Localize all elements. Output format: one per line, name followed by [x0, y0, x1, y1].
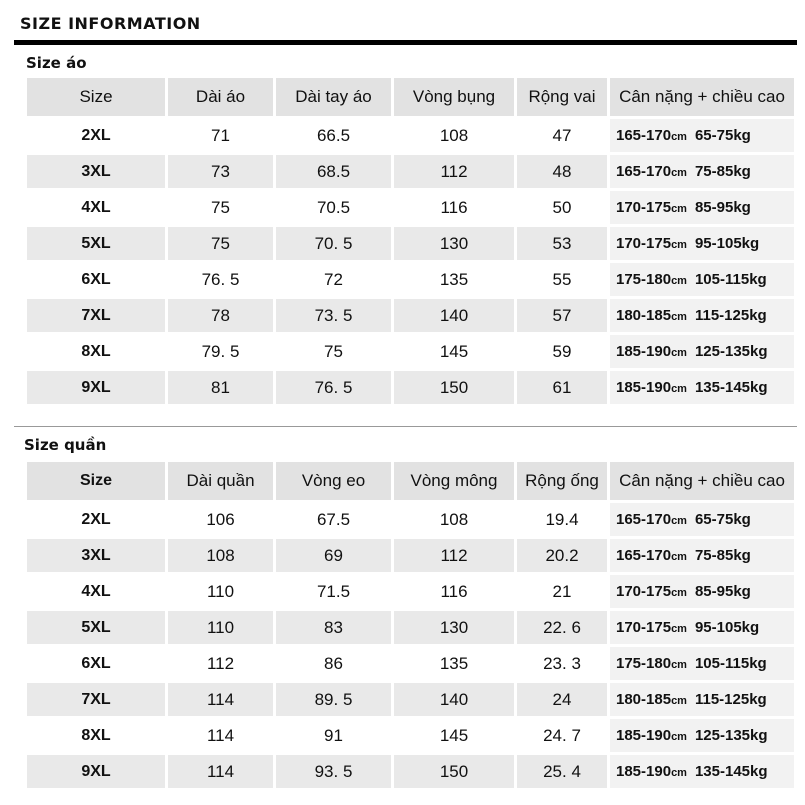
table-header-row: [27, 78, 794, 116]
table-row: [27, 191, 794, 224]
cell-recommendation: [610, 263, 794, 296]
cell-leg: 22. 6: [517, 611, 607, 644]
height-range: 170-175: [616, 583, 672, 600]
cell-length: 110: [168, 611, 273, 644]
cell-size: 2XL: [27, 119, 165, 152]
height-range: 185-190: [616, 379, 672, 396]
cell-recommendation: [610, 119, 794, 152]
cell-hip: 135: [394, 647, 514, 680]
cell-leg: 23. 3: [517, 647, 607, 680]
cell-sleeve: 75: [276, 335, 391, 368]
cell-size: 7XL: [27, 299, 165, 332]
column-header-size: Size: [27, 462, 165, 500]
column-header-waist: Vòng bụng: [394, 78, 514, 116]
pants-size-table: [24, 459, 797, 791]
cell-shoulder: 53: [517, 227, 607, 260]
cell-size: 7XL: [27, 683, 165, 716]
cell-length: 75: [168, 227, 273, 260]
cell-length: 114: [168, 683, 273, 716]
cell-waist: 150: [394, 371, 514, 404]
cell-waist: 91: [276, 719, 391, 752]
cell-leg: 19.4: [517, 503, 607, 536]
height-range: 165-170: [616, 127, 672, 144]
cell-leg: 21: [517, 575, 607, 608]
cell-waist: 116: [394, 191, 514, 224]
cell-sleeve: 68.5: [276, 155, 391, 188]
cell-hip: 150: [394, 755, 514, 788]
cell-recommendation: [610, 647, 794, 680]
cell-sleeve: 76. 5: [276, 371, 391, 404]
height-range: 180-185: [616, 307, 672, 324]
height-range: 175-180: [616, 271, 672, 288]
height-unit: cm: [671, 767, 687, 779]
cell-size: 3XL: [27, 539, 165, 572]
height-unit: cm: [671, 587, 687, 599]
cell-recommendation: [610, 575, 794, 608]
column-header-recommendation: Cân nặng + chiều cao: [610, 462, 794, 500]
cell-length: 114: [168, 755, 273, 788]
cell-shoulder: 61: [517, 371, 607, 404]
cell-length: 79. 5: [168, 335, 273, 368]
cell-size: 3XL: [27, 155, 165, 188]
cell-sleeve: 73. 5: [276, 299, 391, 332]
cell-length: 78: [168, 299, 273, 332]
section-divider: [14, 426, 797, 427]
cell-length: 108: [168, 539, 273, 572]
cell-size: 9XL: [27, 371, 165, 404]
height-unit: cm: [671, 275, 687, 287]
cell-hip: 108: [394, 503, 514, 536]
cell-recommendation: [610, 227, 794, 260]
height-unit: cm: [671, 347, 687, 359]
cell-length: 75: [168, 191, 273, 224]
cell-waist: 145: [394, 335, 514, 368]
height-unit: cm: [671, 383, 687, 395]
table-row: [27, 227, 794, 260]
weight-range: 75-85kg: [694, 547, 751, 564]
cell-leg: 20.2: [517, 539, 607, 572]
cell-leg: 24: [517, 683, 607, 716]
height-range: 165-170: [616, 163, 672, 180]
weight-range: 135-145kg: [694, 379, 768, 396]
cell-shoulder: 59: [517, 335, 607, 368]
weight-range: 75-85kg: [694, 163, 751, 180]
table-row: [27, 299, 794, 332]
table-row: [27, 155, 794, 188]
table-row: [27, 755, 794, 788]
height-unit: cm: [671, 623, 687, 635]
table-row: [27, 263, 794, 296]
height-unit: cm: [671, 515, 687, 527]
height-unit: cm: [671, 311, 687, 323]
weight-range: 65-75kg: [694, 511, 751, 528]
cell-size: 6XL: [27, 263, 165, 296]
height-unit: cm: [671, 551, 687, 563]
height-range: 170-175: [616, 619, 672, 636]
cell-size: 6XL: [27, 647, 165, 680]
cell-leg: 24. 7: [517, 719, 607, 752]
cell-size: 5XL: [27, 611, 165, 644]
column-header-sleeve: Dài tay áo: [276, 78, 391, 116]
cell-length: 114: [168, 719, 273, 752]
height-unit: cm: [671, 731, 687, 743]
column-header-recommendation: Cân nặng + chiều cao: [610, 78, 794, 116]
cell-recommendation: [610, 371, 794, 404]
height-range: 180-185: [616, 691, 672, 708]
cell-shoulder: 48: [517, 155, 607, 188]
table-row: [27, 575, 794, 608]
shirt-size-table: [24, 75, 797, 407]
cell-waist: 130: [394, 227, 514, 260]
cell-waist: 89. 5: [276, 683, 391, 716]
table-row: [27, 119, 794, 152]
table-row: [27, 503, 794, 536]
table-row: [27, 539, 794, 572]
shirt-section-title: Size áo: [26, 54, 87, 72]
cell-size: 8XL: [27, 719, 165, 752]
weight-range: 95-105kg: [694, 235, 760, 252]
cell-sleeve: 70. 5: [276, 227, 391, 260]
cell-recommendation: [610, 755, 794, 788]
cell-size: 2XL: [27, 503, 165, 536]
weight-range: 105-115kg: [694, 271, 767, 288]
weight-range: 95-105kg: [694, 619, 760, 636]
column-header-leg-opening: Rộng ống: [517, 462, 607, 500]
height-range: 185-190: [616, 343, 672, 360]
height-range: 170-175: [616, 235, 672, 252]
column-header-shoulder: Rộng vai: [517, 78, 607, 116]
pants-table-body: [27, 503, 794, 788]
cell-waist: 71.5: [276, 575, 391, 608]
cell-shoulder: 50: [517, 191, 607, 224]
cell-length: 76. 5: [168, 263, 273, 296]
cell-length: 110: [168, 575, 273, 608]
column-header-length: Dài áo: [168, 78, 273, 116]
table-row: [27, 611, 794, 644]
cell-recommendation: [610, 335, 794, 368]
column-header-waist: Vòng eo: [276, 462, 391, 500]
height-unit: cm: [671, 239, 687, 251]
cell-size: 4XL: [27, 575, 165, 608]
shirt-table-body: [27, 119, 794, 404]
weight-range: 85-95kg: [694, 199, 751, 216]
table-row: [27, 335, 794, 368]
cell-hip: 130: [394, 611, 514, 644]
cell-size: 9XL: [27, 755, 165, 788]
cell-length: 81: [168, 371, 273, 404]
height-unit: cm: [671, 131, 687, 143]
cell-recommendation: [610, 155, 794, 188]
weight-range: 115-125kg: [694, 307, 767, 324]
title-divider: [14, 40, 797, 45]
cell-waist: 108: [394, 119, 514, 152]
table-header-row: [27, 462, 794, 500]
cell-recommendation: [610, 503, 794, 536]
height-range: 185-190: [616, 727, 672, 744]
cell-waist: 83: [276, 611, 391, 644]
cell-length: 73: [168, 155, 273, 188]
height-unit: cm: [671, 203, 687, 215]
cell-length: 106: [168, 503, 273, 536]
cell-recommendation: [610, 539, 794, 572]
table-row: [27, 719, 794, 752]
weight-range: 115-125kg: [694, 691, 767, 708]
cell-waist: 135: [394, 263, 514, 296]
cell-size: 8XL: [27, 335, 165, 368]
cell-shoulder: 55: [517, 263, 607, 296]
cell-recommendation: [610, 719, 794, 752]
cell-hip: 140: [394, 683, 514, 716]
cell-leg: 25. 4: [517, 755, 607, 788]
cell-shoulder: 57: [517, 299, 607, 332]
height-range: 185-190: [616, 763, 672, 780]
cell-waist: 69: [276, 539, 391, 572]
cell-hip: 116: [394, 575, 514, 608]
cell-shoulder: 47: [517, 119, 607, 152]
cell-length: 71: [168, 119, 273, 152]
height-range: 170-175: [616, 199, 672, 216]
weight-range: 125-135kg: [694, 343, 768, 360]
cell-waist: 93. 5: [276, 755, 391, 788]
cell-length: 112: [168, 647, 273, 680]
cell-sleeve: 70.5: [276, 191, 391, 224]
height-range: 165-170: [616, 547, 672, 564]
cell-sleeve: 66.5: [276, 119, 391, 152]
height-unit: cm: [671, 167, 687, 179]
cell-recommendation: [610, 191, 794, 224]
cell-recommendation: [610, 611, 794, 644]
cell-sleeve: 72: [276, 263, 391, 296]
weight-range: 65-75kg: [694, 127, 751, 144]
cell-waist: 67.5: [276, 503, 391, 536]
column-header-length: Dài quần: [168, 462, 273, 500]
weight-range: 125-135kg: [694, 727, 768, 744]
cell-size: 4XL: [27, 191, 165, 224]
cell-waist: 140: [394, 299, 514, 332]
cell-waist: 86: [276, 647, 391, 680]
height-unit: cm: [671, 659, 687, 671]
cell-hip: 112: [394, 539, 514, 572]
weight-range: 105-115kg: [694, 655, 767, 672]
page-title: SIZE INFORMATION: [20, 14, 201, 33]
cell-size: 5XL: [27, 227, 165, 260]
cell-hip: 145: [394, 719, 514, 752]
weight-range: 135-145kg: [694, 763, 768, 780]
weight-range: 85-95kg: [694, 583, 751, 600]
cell-recommendation: [610, 683, 794, 716]
pants-section-title: Size quần: [24, 436, 107, 454]
height-unit: cm: [671, 695, 687, 707]
column-header-hip: Vòng mông: [394, 462, 514, 500]
height-range: 175-180: [616, 655, 672, 672]
cell-recommendation: [610, 299, 794, 332]
table-row: [27, 647, 794, 680]
column-header-size: Size: [27, 78, 165, 116]
cell-waist: 112: [394, 155, 514, 188]
table-row: [27, 683, 794, 716]
height-range: 165-170: [616, 511, 672, 528]
table-row: [27, 371, 794, 404]
